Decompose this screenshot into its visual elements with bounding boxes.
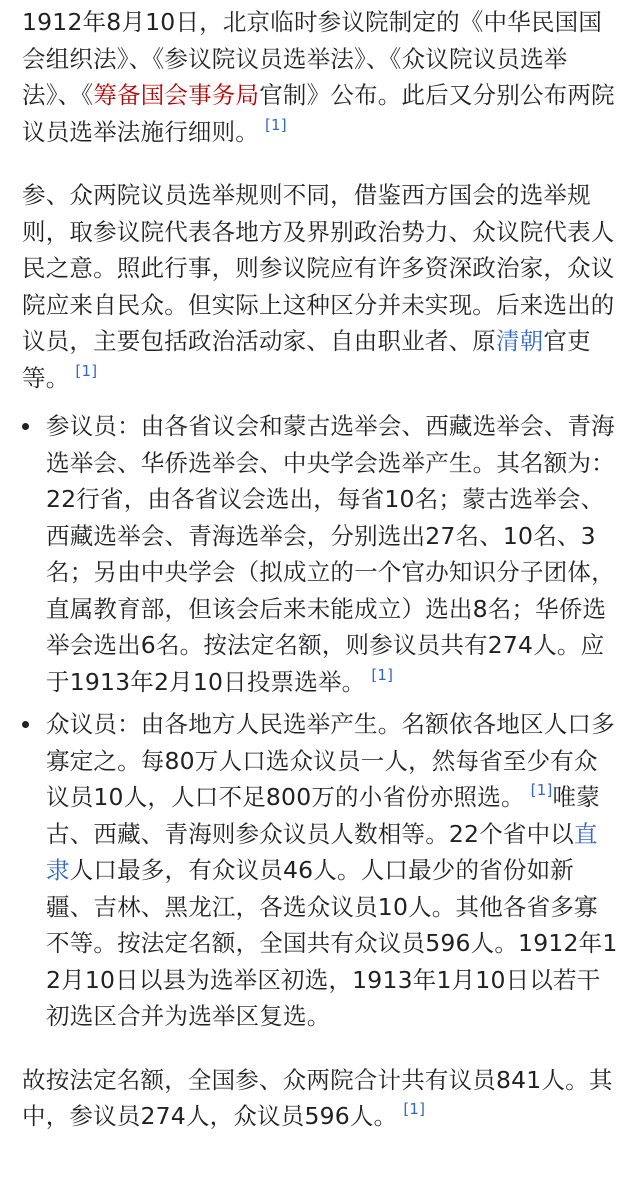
reference-superscript <box>371 666 393 684</box>
paragraph-gap <box>22 396 620 408</box>
list-item-representatives <box>22 706 620 1035</box>
paragraph-election-rules <box>22 177 620 396</box>
paragraph-total-members <box>22 1062 620 1135</box>
text-run: 官吏等。 <box>22 327 591 392</box>
bullet-icon <box>22 721 29 728</box>
text-run: 故按法定名额，全国参、众两院合计共有议员841人。其中，参议员274人，众议员596人。 <box>22 1065 613 1130</box>
reference-link[interactable]: [1] <box>265 115 287 134</box>
reference-link[interactable]: [1] <box>530 781 553 799</box>
link-preparatory-bureau[interactable]: 筹备国会事务局 <box>93 81 260 109</box>
paragraph-gap <box>22 1035 620 1062</box>
bullet-icon <box>22 423 29 430</box>
reference-link[interactable]: [1] <box>371 665 394 684</box>
text-run: 唯蒙古、西藏、青海则参众议员人数相等。22个省中以 <box>46 783 600 848</box>
paragraph-gap <box>22 150 620 177</box>
reference-link[interactable]: [1] <box>75 361 98 380</box>
text-run: 参议员：由各省议会和蒙古选举会、西藏选举会、青海选举会、华侨选举会、中央学会选举产生。其名额为：22行省，由各省议会选出，每省10名；蒙古选举会、西藏选举会、青海选举会，分别选出27名、10名、3名；另由中央学会（拟成立的一个官办知识分子团体，直属教育部，但该会后来未能成立）选出8名；华侨选举会选出6名。按法定名额，则参议员共有274人。应于1913年2月10日投票选举。 <box>46 412 615 696</box>
text-run: 官制》公布。此后又分别公布两院议员选举法施行细则。 <box>22 81 615 146</box>
paragraph-law-enactment <box>22 4 620 150</box>
text-run: 参、众两院议员选举规则不同，借鉴西方国会的选举规则，取参议院代表各地方及界别政治势力、众议院代表人民之意。照此行事，则参议院应有许多资深政治家，众议院应来自民众。但实际上这种区分并未实现。后来选出的议员，主要包括政治活动家、自由职业者、原 <box>22 181 615 355</box>
reference-link[interactable]: [1] <box>403 1100 426 1118</box>
text-run: 众议员：由各地方人民选举产生。名额依各地区人口多寡定之。每80万人口选众议员一人，然每省至少有众议员10人，人口不足800万的小省份亦照选。 <box>46 710 615 811</box>
reference-superscript <box>403 1100 425 1118</box>
bullet-list <box>22 408 620 1035</box>
link-qing-dynasty[interactable]: 清朝 <box>496 327 544 355</box>
reference-superscript <box>75 362 97 380</box>
reference-superscript <box>265 116 287 134</box>
link-zhili[interactable]: 直隶 <box>46 819 598 884</box>
text-run: 1912年8月10日，北京临时参议院制定的《中华民国国会组织法》、《参议院议员选举法》、《众议院议员选举法》、《 <box>22 8 603 109</box>
text-run: 人口最多，有众议员46人。人口最少的省份如新疆、吉林、黑龙江，各选众议员10人。其他各省多寡不等。按法定名额，全国共有众议员596人。1912年12月10日以县为选举区初选，1913年1月10日以若干初选区合并为选举区复选。 <box>46 856 618 1030</box>
list-item-senators <box>22 408 620 700</box>
reference-superscript <box>531 781 553 799</box>
